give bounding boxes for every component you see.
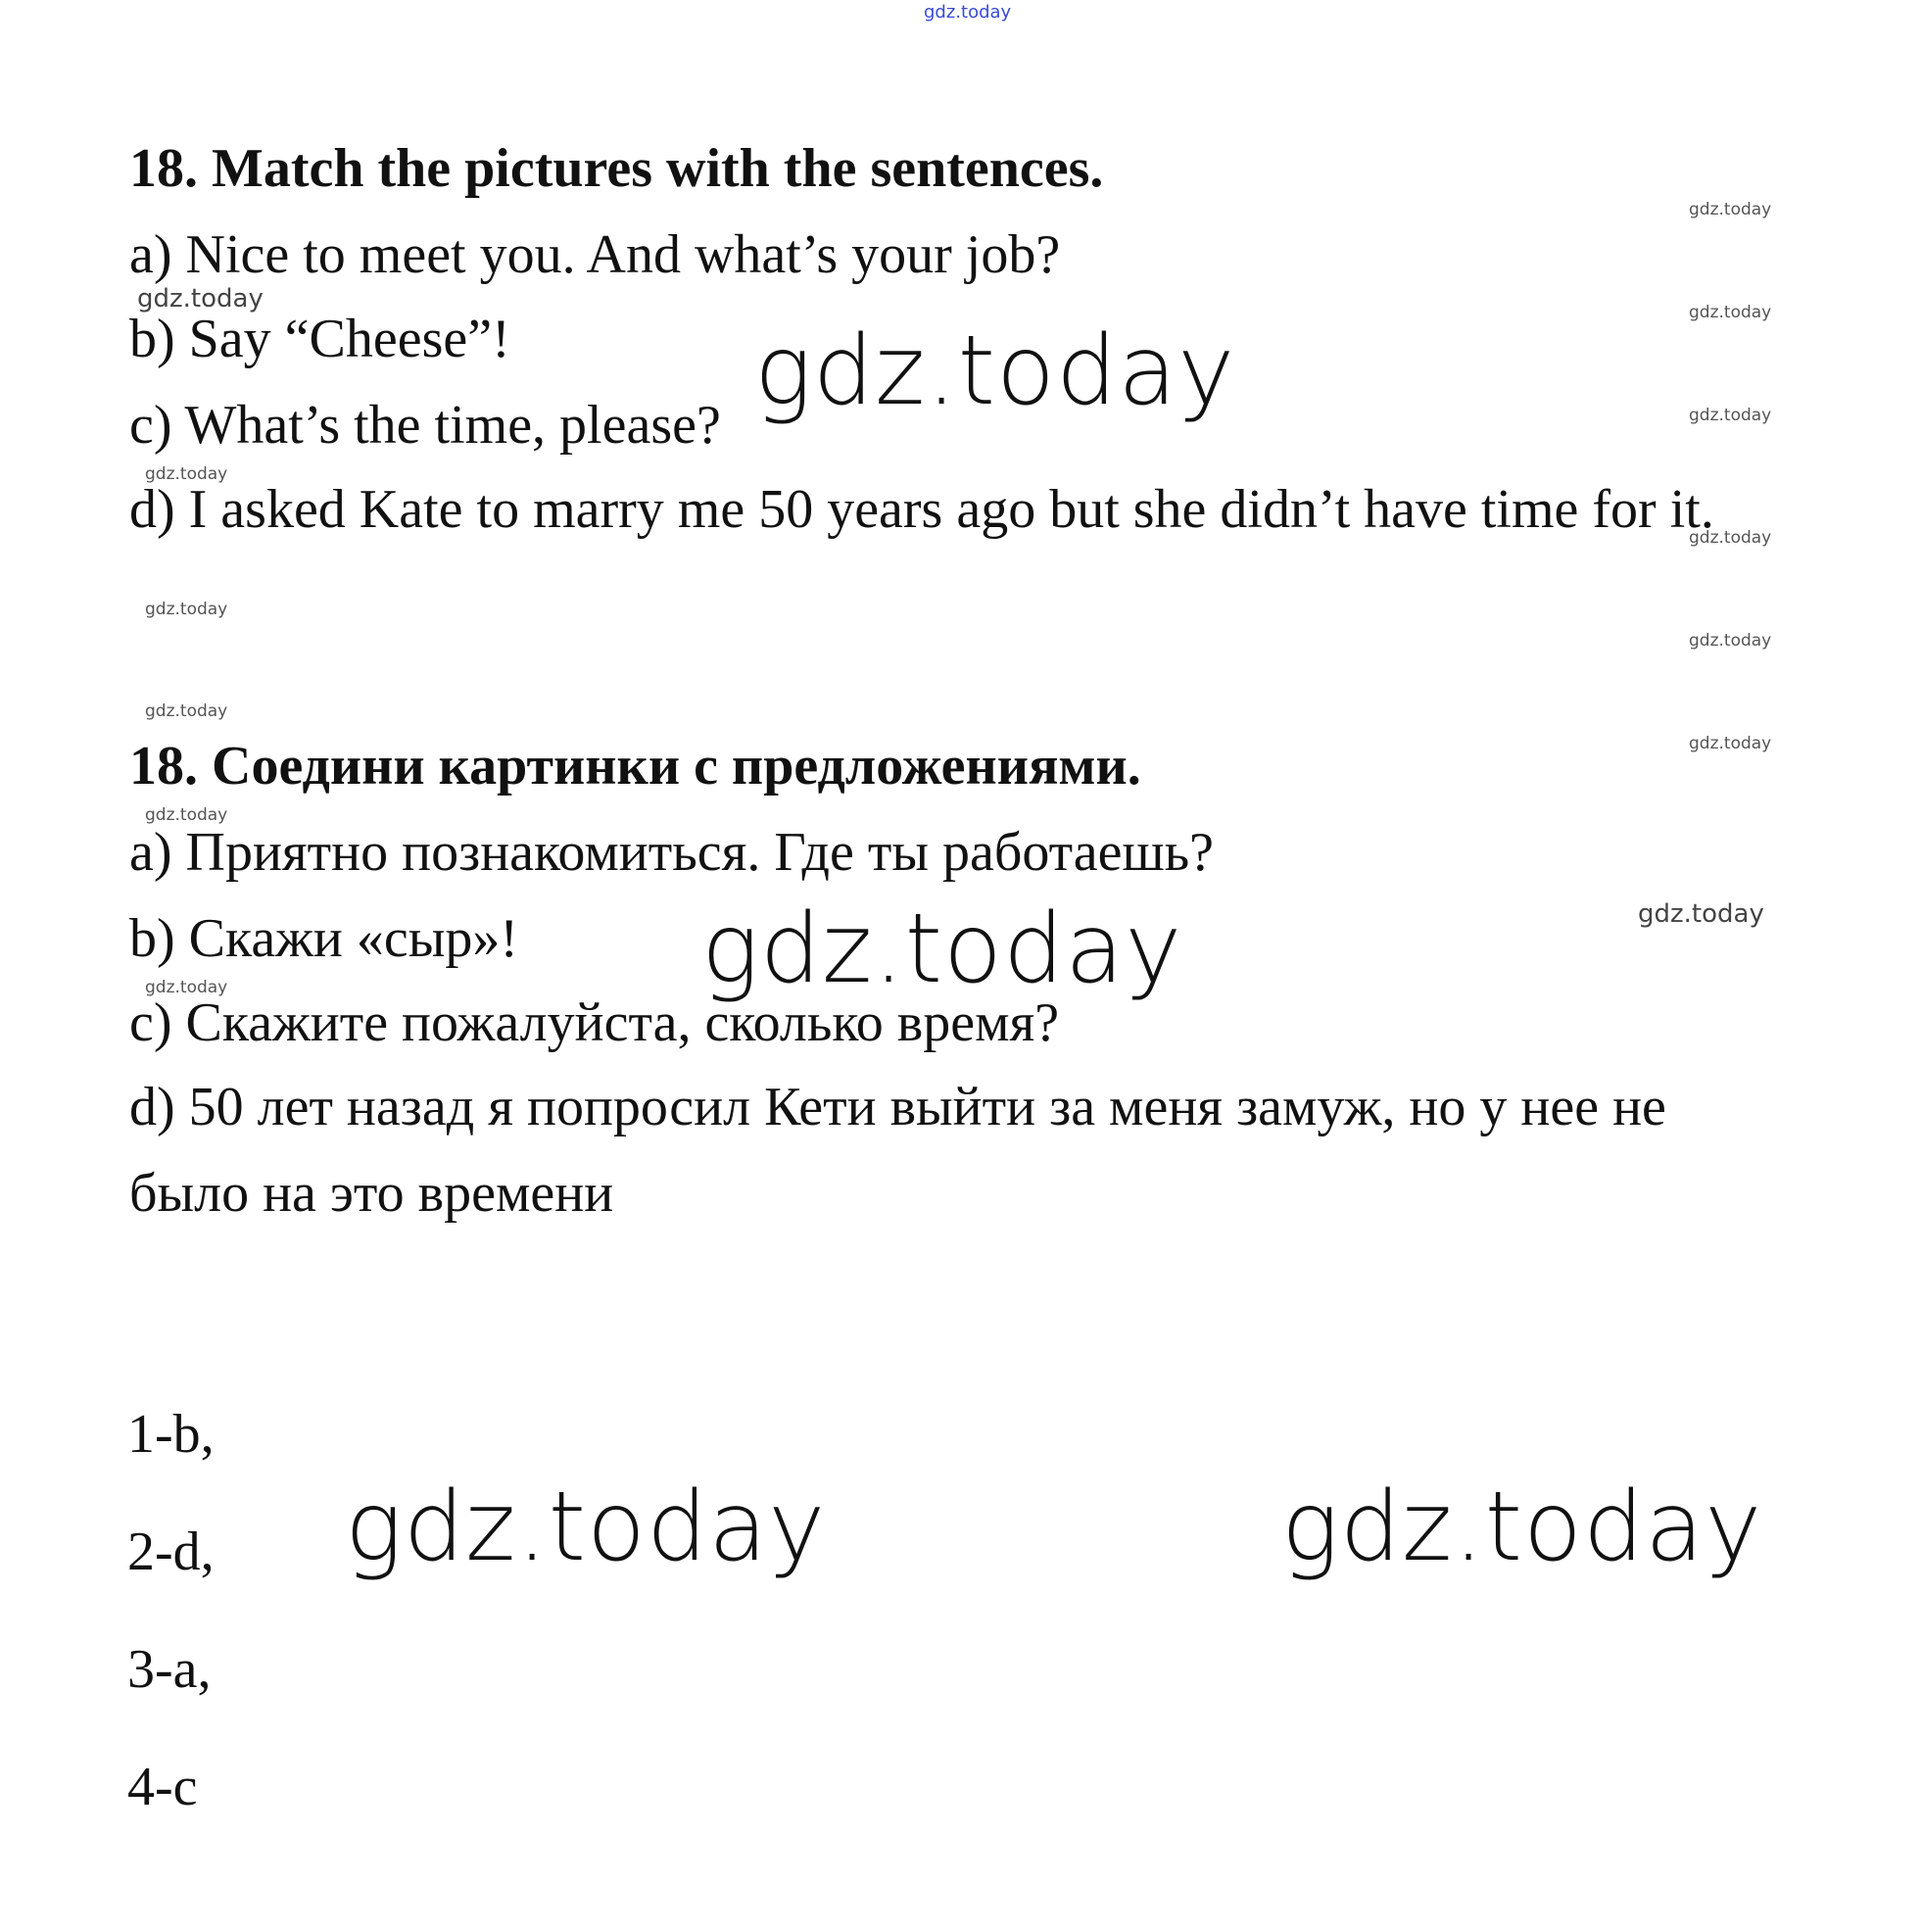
- sentence-ru-c: c) Скажите пожалуйста, сколько время?: [129, 992, 1060, 1053]
- watermark-medium-2: gdz.today: [1638, 899, 1764, 929]
- exercise-heading-ru: 18. Соедини картинки с предложениями.: [129, 736, 1141, 797]
- watermark-top: gdz.today: [924, 2, 1012, 23]
- watermark-small-l2: gdz.today: [145, 600, 228, 619]
- watermark-medium-1: gdz.today: [137, 284, 264, 314]
- answer-4: 4-c: [127, 1757, 198, 1817]
- watermark-small-l1: gdz.today: [145, 464, 228, 484]
- watermark-small-r6: gdz.today: [1689, 734, 1772, 753]
- answer-2: 2-d,: [127, 1521, 215, 1582]
- sentence-en-a: a) Nice to meet you. And what’s your job?: [129, 224, 1061, 285]
- answer-3: 3-a,: [127, 1639, 212, 1700]
- watermark-small-l3: gdz.today: [145, 701, 228, 721]
- sentence-ru-d-cont: было на это времени: [129, 1163, 614, 1224]
- watermark-small-l4: gdz.today: [145, 805, 228, 825]
- sentence-en-b: b) Say “Cheese”!: [129, 309, 510, 369]
- exercise-heading-en: 18. Match the pictures with the sentences.: [129, 138, 1104, 199]
- watermark-small-r5: gdz.today: [1689, 631, 1772, 651]
- watermark-large-4: gdz.today: [1281, 1472, 1763, 1583]
- answer-1: 1-b,: [127, 1404, 215, 1465]
- watermark-large-1: gdz.today: [754, 315, 1236, 427]
- sentence-ru-b: b) Скажи «сыр»!: [129, 908, 519, 969]
- sentence-ru-a: a) Приятно познакомиться. Где ты работаешь?: [129, 822, 1214, 883]
- watermark-small-r1: gdz.today: [1689, 200, 1772, 219]
- sentence-en-d: d) I asked Kate to marry me 50 years ago but she didn’t have time for it.: [129, 479, 1714, 540]
- watermark-small-r3: gdz.today: [1689, 406, 1772, 425]
- watermark-large-2: gdz.today: [701, 894, 1183, 1005]
- watermark-small-r4: gdz.today: [1689, 528, 1772, 548]
- sentence-ru-d: d) 50 лет назад я попросил Кети выйти за меня замуж, но у нее не: [129, 1077, 1666, 1137]
- watermark-large-3: gdz.today: [345, 1472, 827, 1583]
- watermark-small-r2: gdz.today: [1689, 303, 1772, 322]
- watermark-small-l5: gdz.today: [145, 978, 228, 997]
- sentence-en-c: c) What’s the time, please?: [129, 395, 721, 456]
